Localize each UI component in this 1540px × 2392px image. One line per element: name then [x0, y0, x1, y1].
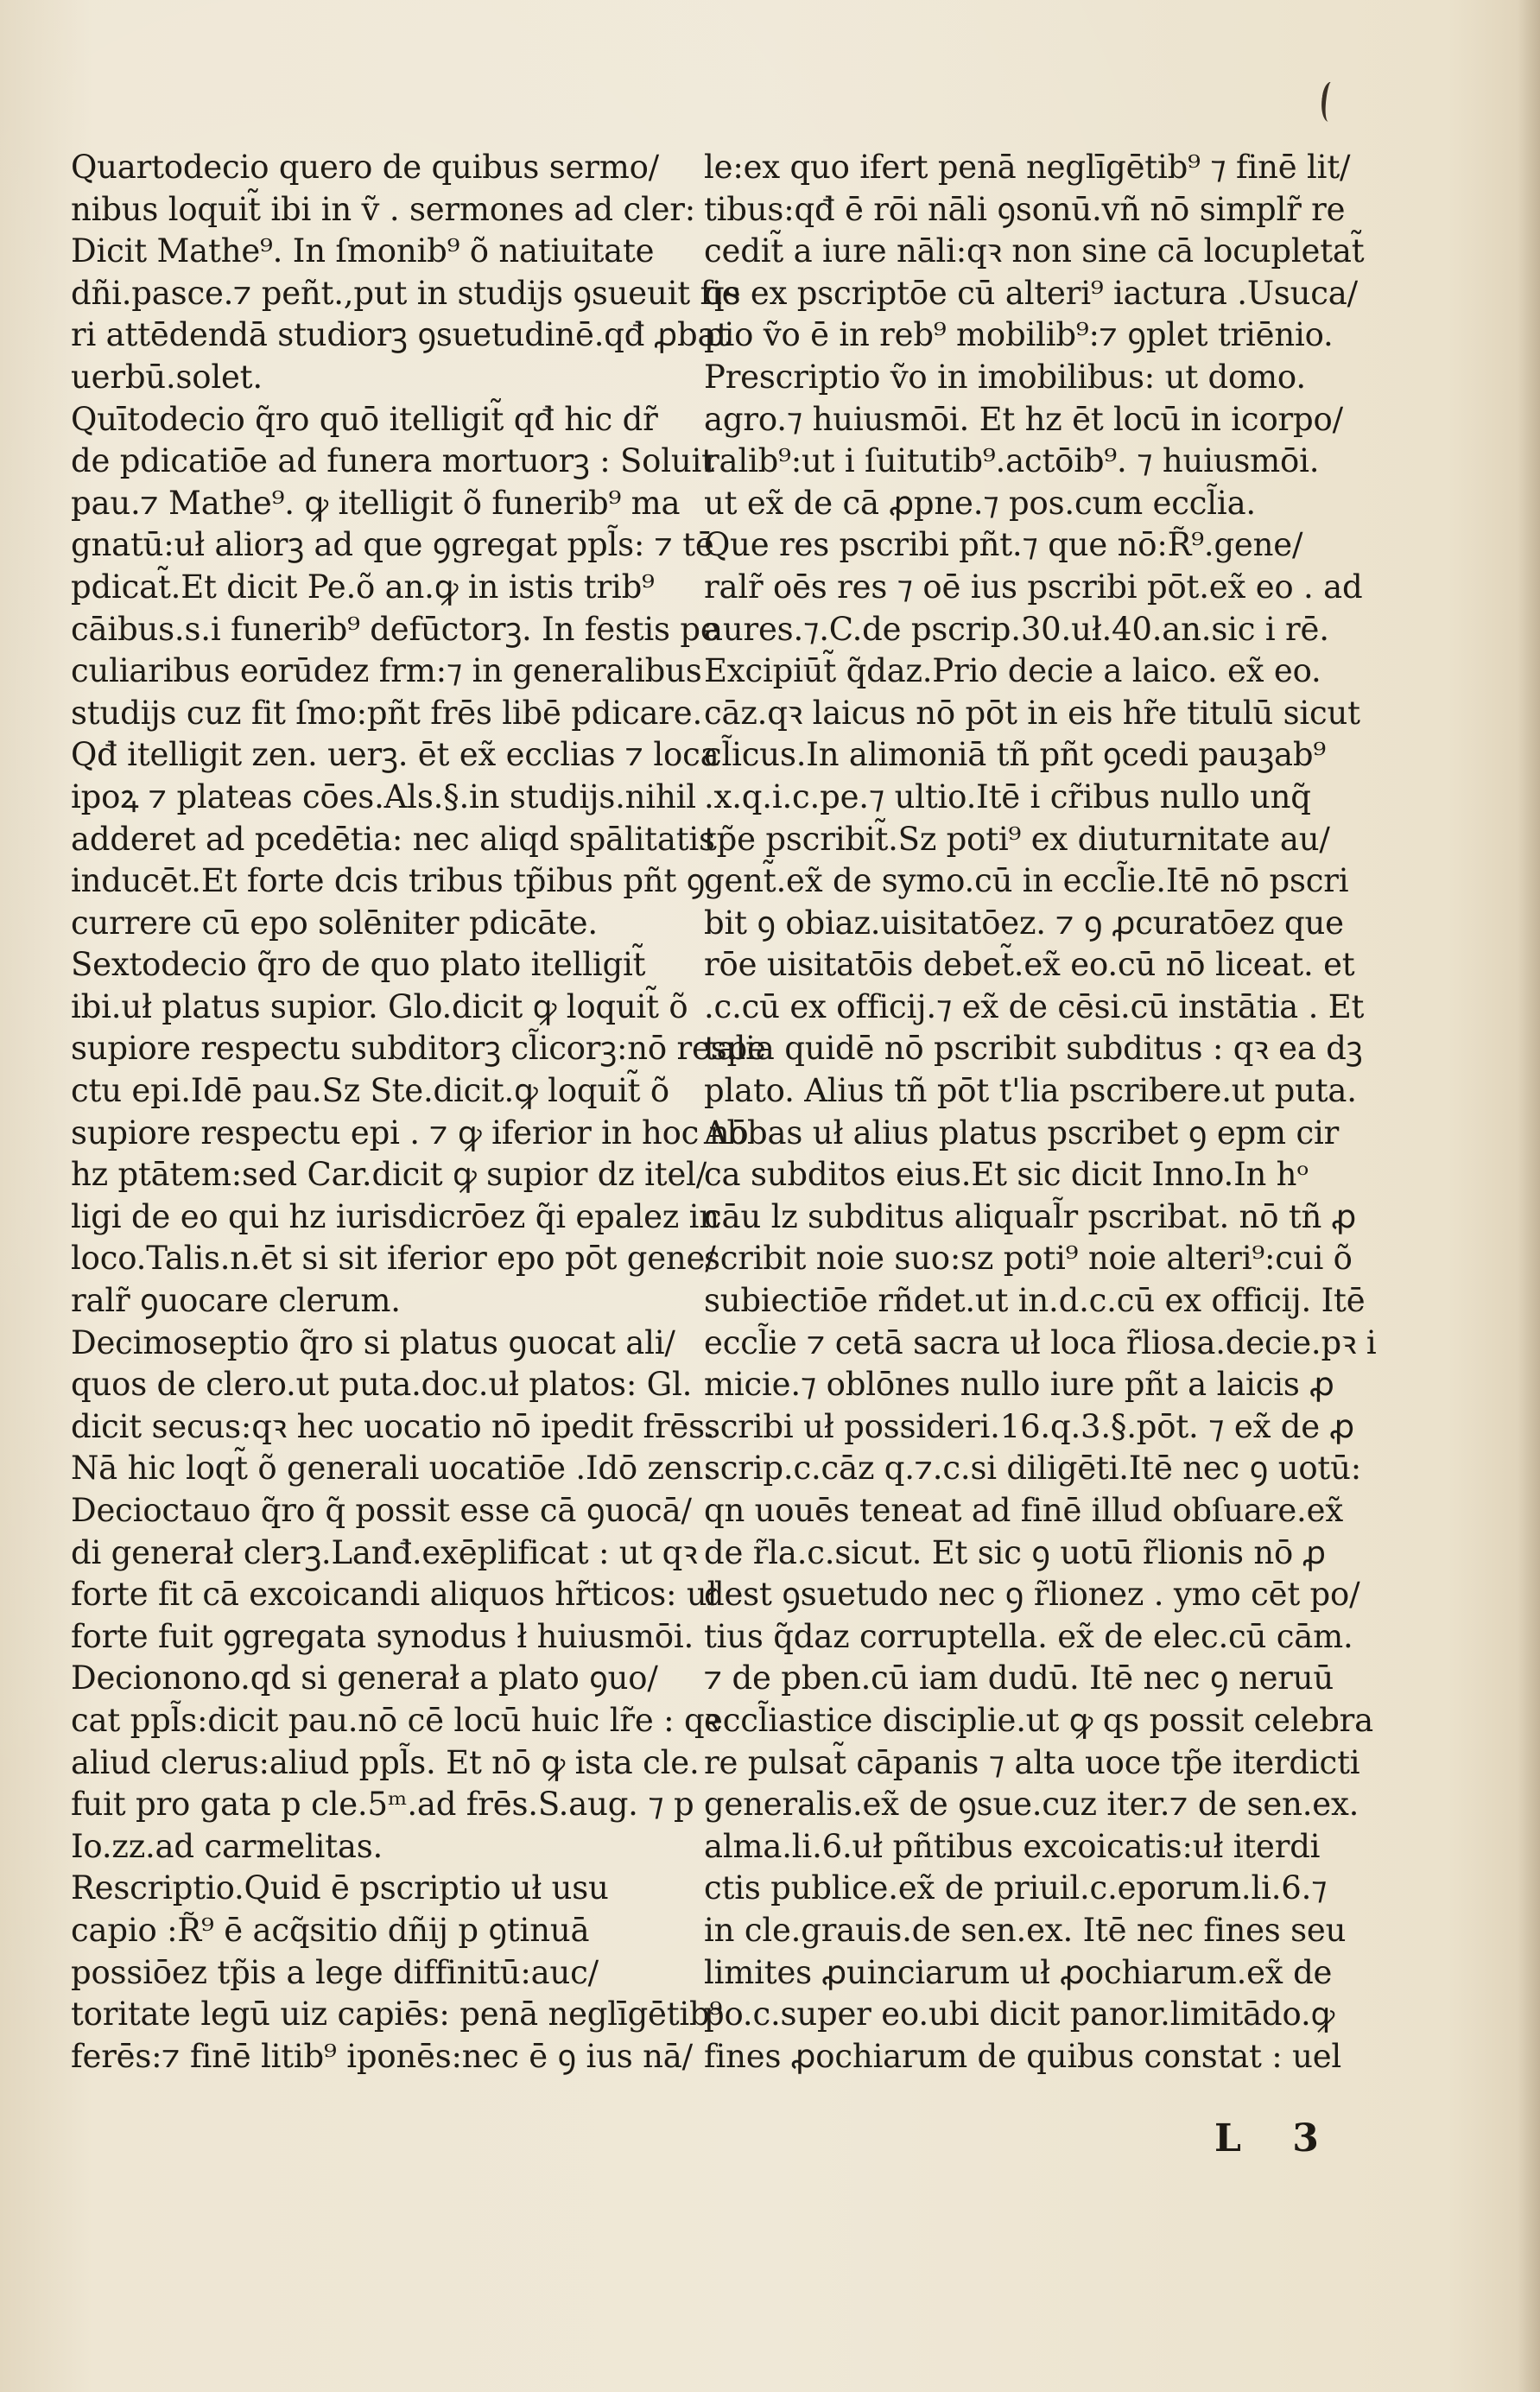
text-line: uerbū.solet.	[71, 358, 263, 396]
text-line: limites ꝓuinciarum uł ꝓochiarum.ex̃ de	[704, 1953, 1333, 1991]
text-line: Decioctauo q̃ro q̃ possit esse cā ꝯuocā/	[71, 1492, 692, 1529]
text-line: plato. Alius tñ pōt t'lia pscribere.ut puta.	[704, 1072, 1357, 1110]
text-line: .c.cū ex officij.⁊ ex̃ de cēsi.cū instātia . Et	[704, 987, 1365, 1025]
text-line: di generał clerꝫ.Lanđ.exēplificat : ut qꝛ	[71, 1533, 698, 1571]
text-line: ralr̃ ꝯuocare clerum.	[71, 1282, 401, 1320]
text-line: ⁊ de pben.cū iam dudū. Itē nec ꝯ neruū	[704, 1659, 1334, 1697]
text-line: scribit noie suo:sz poti⁹ noie alteri⁹:cui õ	[704, 1240, 1353, 1278]
text-line: aliud clerus:aliud ppl̃s. Et nō ꝙ ista cle.	[71, 1743, 700, 1781]
text-line: culiaribus eorūdez frm:⁊ in generalibus	[71, 652, 702, 690]
right-text-column	[704, 147, 1377, 2078]
text-line: Abbas uł alius platus pscribet ꝯ epm cir	[704, 1114, 1340, 1152]
text-line: bit ꝯ obiaz.uisitatōez. ⁊ ꝯ ꝓcuratōez que	[704, 904, 1344, 942]
text-line: ipoꝝ ⁊ plateas cōes.Als.§.in studijs.nihil	[71, 777, 696, 815]
page-edge-shadow	[1518, 0, 1540, 2392]
text-line: rōe uisitatōis debet̃.ex̃ eo.cū nō liceat. et	[704, 946, 1355, 984]
text-line: Dicit Mathe⁹. In ſmonib⁹ õ natiuitate	[71, 232, 655, 270]
text-line: cāibus.s.i funerib⁹ defūctorꝫ. In festis pe	[71, 610, 719, 648]
text-line: ibi.uł platus supior. Glo.dicit ꝙ loquit̃ õ	[71, 987, 688, 1025]
text-line: Rescriptio.Quid ē pscriptio uł usu	[71, 1869, 609, 1907]
text-line: quos de clero.ut puta.doc.uł platos: Gl.	[71, 1366, 693, 1404]
text-line: le:ex quo ifert penā neglīgētib⁹ ⁊ finē lit/	[704, 149, 1351, 186]
text-line: gnatū:uł aliorꝫ ad que ꝯgregat ppl̃s: ⁊ tē	[71, 526, 714, 564]
text-line: supiore respectu epi . ⁊ ꝙ iferior in hoc nō	[71, 1114, 749, 1152]
text-line: Sextodecio q̃ro de quo plato itelligit̃	[71, 946, 646, 984]
text-line: pio ṽo ē in reb⁹ mobilib⁹:⁊ ꝯplet triēnio.	[704, 316, 1334, 354]
text-line: studijs cuz fit ſmo:pñt frēs libē pdicare.	[71, 694, 703, 732]
text-line: pau.⁊ Mathe⁹. ꝙ itelligit õ funerib⁹ ma	[71, 484, 681, 522]
text-line: ctis publice.ex̃ de priuil.c.eporum.li.6.⁊	[704, 1869, 1328, 1907]
text-line: eccl̃iastice disciplie.ut ꝙ qs possit celebra	[704, 1701, 1374, 1739]
text-line: subiectiōe rñdet.ut in.d.c.cū ex officij. Itē	[704, 1282, 1366, 1320]
text-line: forte fit cā excoicandi aliquos hr̃ticos: uł	[71, 1576, 718, 1614]
text-line: ligi de eo qui hz iurisdicrōez q̃i epalez in	[71, 1197, 719, 1235]
text-line: currere cū epo solēniter pdicāte.	[71, 904, 598, 942]
text-line: ut ex̃ de cā ꝓpne.⁊ pos.cum eccl̃ia.	[704, 484, 1256, 522]
text-line: Decimoseptio q̃ro si platus ꝯuocat ali/	[71, 1323, 675, 1361]
text-line: nibus loquit̃ ibi in ṽ . sermones ad cler:	[71, 190, 696, 228]
text-line: de pdicatiōe ad funera mortuorꝫ : Soluit	[71, 442, 714, 480]
text-line: pdicat̃.Et dicit Pe.õ an.ꝙ in istis trib⁹	[71, 568, 655, 606]
text-line: talia quidē nō pscribit subditus : qꝛ ea dꝫ	[704, 1030, 1363, 1068]
text-line: gent̃.ex̃ de symo.cū in eccl̃ie.Itē nō pscri	[704, 862, 1349, 900]
text-line: ralr̃ oēs res ⁊ oē ius pscribi pōt.ex̃ eo . ad	[704, 568, 1363, 606]
text-line: in cle.grauis.de sen.ex. Itē nec fines seu	[704, 1911, 1347, 1949]
text-line: dñi.pasce.⁊ peñt.,put in studijs ꝯsueuit fie	[71, 274, 741, 312]
text-line: .x.q.i.c.pe.⁊ ultio.Itē i cr̃ibus nullo unq̃	[704, 777, 1311, 815]
text-line: hz ptātem:sed Car.dicit ꝙ supior dz itel/	[71, 1156, 707, 1194]
text-line: dest ꝯsuetudo nec ꝯ r̃lionez . ymo cēt po/	[704, 1576, 1360, 1614]
text-line: possiōez tp̃is a lege diffinitū:auc/	[71, 1953, 599, 1991]
text-line: loco.Talis.n.ēt si sit iferior epo pōt gene/	[71, 1240, 716, 1278]
text-line: qn uouēs teneat ad finē illud obſuare.ex̃	[704, 1492, 1343, 1529]
text-line: Prescriptio ṽo in imobilibus: ut domo.	[704, 358, 1306, 396]
text-line: scribi uł possideri.16.q.3.§.pōt. ⁊ ex̃ de ꝓ	[704, 1407, 1355, 1445]
text-line: ctu epi.Idē pau.Sz Ste.dicit.ꝙ loquit̃ õ	[71, 1072, 669, 1110]
text-line: Decionono.qd si generał a plato ꝯuo/	[71, 1659, 658, 1697]
text-line: ralib⁹:ut i ſuitutib⁹.actōib⁹. ⁊ huiusmōi.	[704, 442, 1320, 480]
text-line: generalis.ex̃ de ꝯsue.cuz iter.⁊ de sen.ex.	[704, 1786, 1359, 1824]
text-line: po.c.super eo.ubi dicit panor.limitādo.ꝙ	[704, 1995, 1335, 2034]
text-line: alma.li.6.uł pñtibus excoicatis:uł iterdi	[704, 1827, 1321, 1865]
text-line: inducēt.Et forte dcis tribus tp̃ibus pñt ꝯ	[71, 862, 706, 900]
text-line: supiore respectu subditorꝫ cl̃icorꝫ:nō respe	[71, 1030, 766, 1068]
text-line: Quartodecio quero de quibus sermo/	[71, 149, 659, 186]
text-line: aures.⁊.C.de pscrip.30.uł.40.an.sic i rē.	[704, 610, 1329, 648]
text-line: Nā hic loqt̃ õ generali uocatiōe .Idō zen.	[71, 1450, 713, 1488]
text-line: cāu lz subditus aliqual̃r pscribat. nō tñ ꝓ	[704, 1197, 1357, 1235]
text-line: cat ppl̃s:dicit pau.nō cē locū huic lr̃e : qꝛ	[71, 1701, 719, 1739]
ink-mark	[1319, 81, 1340, 123]
text-line: re pulsat̃ cāpanis ⁊ alta uoce tp̃e iterdicti	[704, 1743, 1360, 1781]
text-line: toritate legū uiz capiēs: penā neglīgētib⁹	[71, 1995, 723, 2034]
text-line: Excipiūt̃ q̃daz.Prio decie a laico. ex̃ eo.	[704, 652, 1321, 690]
text-line: cedit̃ a iure nāli:qꝛ non sine cā locupletat̃	[704, 232, 1365, 270]
text-line: capio :R̃⁹ ē acq̃sitio dñij p ꝯtinuā	[71, 1911, 590, 1949]
left-text-column	[71, 147, 766, 2078]
text-line: agro.⁊ huiusmōi. Et hz ēt locū in icorpo/	[704, 400, 1343, 438]
text-line: de r̃la.c.sicut. Et sic ꝯ uotū r̃lionis nō ꝓ	[704, 1533, 1326, 1571]
text-line: ferēs:⁊ finē litib⁹ iponēs:nec ē ꝯ ius nā/	[71, 2037, 693, 2075]
text-line: tius q̃daz corruptella. ex̃ de elec.cū cām.	[704, 1617, 1353, 1655]
text-line: fuit pro gata p cle.5ᵐ.ad frēs.S.aug. ⁊ p	[71, 1786, 694, 1824]
text-line: adderet ad pcedētia: nec aliqd spālitatis	[71, 820, 715, 858]
text-line: qs ex pscriptōe cū alteri⁹ iactura .Usuca/	[704, 274, 1358, 312]
text-line: Que res pscribi pñt.⁊ que nō:R̃⁹.gene/	[704, 526, 1303, 564]
text-line: Io.zz.ad carmelitas.	[71, 1827, 383, 1865]
text-line: ca subditos eius.Et sic dicit Inno.In hᵒ	[704, 1156, 1309, 1194]
text-line: tp̃e pscribit̃.Sz poti⁹ ex diuturnitate au/	[704, 820, 1330, 858]
text-line: Qđ itelligit zen. uerꝫ. ēt ex̃ ecclias ⁊ loca	[71, 736, 719, 774]
text-line: scrip.c.cāz q.⁊.c.si diligēti.Itē nec ꝯ uotū:	[704, 1450, 1361, 1488]
folio-signature: L 3	[1214, 2116, 1338, 2160]
text-line: cāz.qꝛ laicus nō pōt in eis hr̃e titulū sicut	[704, 694, 1360, 732]
text-line: ri attēdendā studiorꝫ ꝯsuetudinē.qđ ꝓbat	[71, 316, 730, 354]
text-line: Quītodecio q̃ro quō itelligit̃ qđ hic dr̃	[71, 400, 658, 438]
text-line: cl̃icus.In alimoniā tñ pñt ꝯcedi pauꝫab⁹	[704, 736, 1326, 774]
text-line: dicit secus:qꝛ hec uocatio nō ipedit frēs.	[71, 1407, 715, 1445]
text-line: forte fuit ꝯgregata synodus ł huiusmōi.	[71, 1617, 694, 1655]
text-line: micie.⁊ oblōnes nullo iure pñt a laicis ꝓ	[704, 1366, 1334, 1404]
text-line: fines ꝓochiarum de quibus constat : uel	[704, 2037, 1342, 2075]
text-line: tibus:qđ ē rōi nāli ꝯsonū.vñ nō simplr̃ re	[704, 190, 1346, 228]
text-line: eccl̃ie ⁊ cetā sacra uł loca r̃liosa.decie.pꝛ i	[704, 1323, 1377, 1361]
